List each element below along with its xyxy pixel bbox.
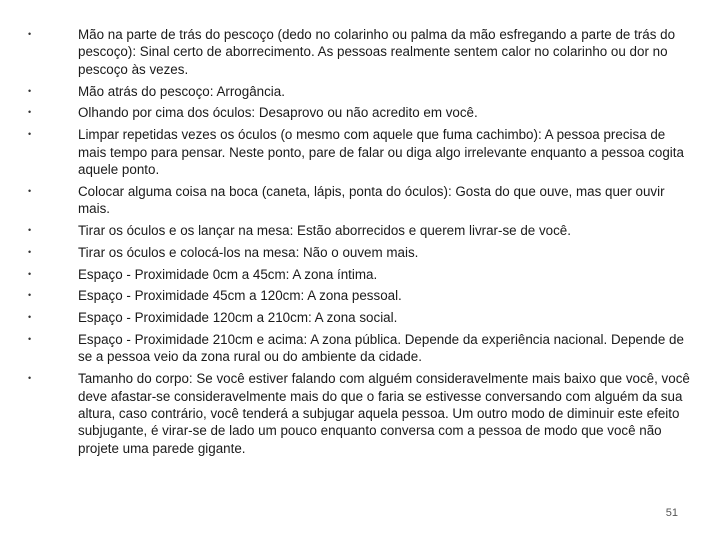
page-number: 51 [665, 507, 678, 519]
bullet-text: Espaço - Proximidade 45cm a 120cm: A zona pessoal. [78, 288, 402, 304]
bullet-text: Espaço - Proximidade 210cm e acima: A zona pública. Depende da experiência nacional. Depende de se a pessoa veio da zona rural ou do ambiente da cidade. [78, 332, 684, 365]
bullet-text: Tirar os óculos e colocá-los na mesa: Não o ouvem mais. [78, 244, 419, 260]
bullet-icon: • [28, 185, 32, 196]
bullet-icon: • [28, 312, 32, 323]
list-item [28, 309, 696, 326]
bullet-text: Olhando por cima dos óculos: Desaprovo ou não acredito em você. [78, 105, 478, 121]
bullet-text: Tamanho do corpo: Se você estiver falando com alguém consideravelmente mais baixo que você, você deve afastar-se consideravelmente mais do que o faria se estivesse conversando com alguém da sua altura, caso contrário, você tenderá a subjugar aquela pessoa. Um outro modo de diminuir este efeito subjugante, é virar-se de lado um pouco enquanto conversa com a pessoa de modo que você não projete uma parede gigante. [78, 371, 690, 456]
list-item [28, 126, 696, 178]
bullet-icon: • [28, 129, 32, 140]
list-item [28, 331, 696, 366]
bullet-text: Colocar alguma coisa na boca (caneta, lápis, ponta do óculos): Gosta do que ouve, mas quer ouvir mais. [78, 183, 665, 217]
list-item [28, 222, 696, 239]
bullet-icon: • [28, 334, 32, 344]
list-item [28, 287, 696, 304]
list-item [28, 83, 696, 100]
bullet-icon: • [28, 268, 32, 279]
bullet-text: Tirar os óculos e os lançar na mesa: Estão aborrecidos e querem livrar-se de você. [78, 223, 571, 239]
list-item [28, 370, 696, 457]
list-item [28, 104, 696, 121]
bullet-icon: • [28, 290, 32, 301]
bullet-text: Espaço - Proximidade 120cm a 210cm: A zona social. [78, 310, 398, 326]
bullet-icon: • [28, 246, 32, 257]
bullet-icon: • [28, 373, 32, 384]
list-item [28, 266, 696, 283]
bullet-text: Mão na parte de trás do pescoço (dedo no colarinho ou palma da mão esfregando a parte de trás do pescoço): Sinal certo de aborrecimento. As pessoas realmente sentem calor no colarinho ou dor no pescoço às vezes. [78, 27, 676, 77]
bullet-text: Limpar repetidas vezes os óculos (o mesmo com aquele que fuma cachimbo): A pessoa precisa de mais tempo para pensar. Neste ponto, pare de falar ou diga algo irrelevante enquanto a pessoa cogita aquele ponto. [78, 127, 684, 178]
list-item [28, 26, 696, 78]
list-item [28, 244, 696, 261]
bullet-icon: • [28, 85, 32, 96]
bullet-icon: • [28, 29, 32, 39]
bullet-icon: • [28, 107, 32, 118]
bullet-list [28, 26, 696, 462]
bullet-text: Espaço - Proximidade 0cm a 45cm: A zona íntima. [78, 266, 378, 282]
bullet-icon: • [28, 225, 32, 236]
bullet-text: Mão atrás do pescoço: Arrogância. [78, 83, 285, 99]
list-item [28, 183, 696, 218]
